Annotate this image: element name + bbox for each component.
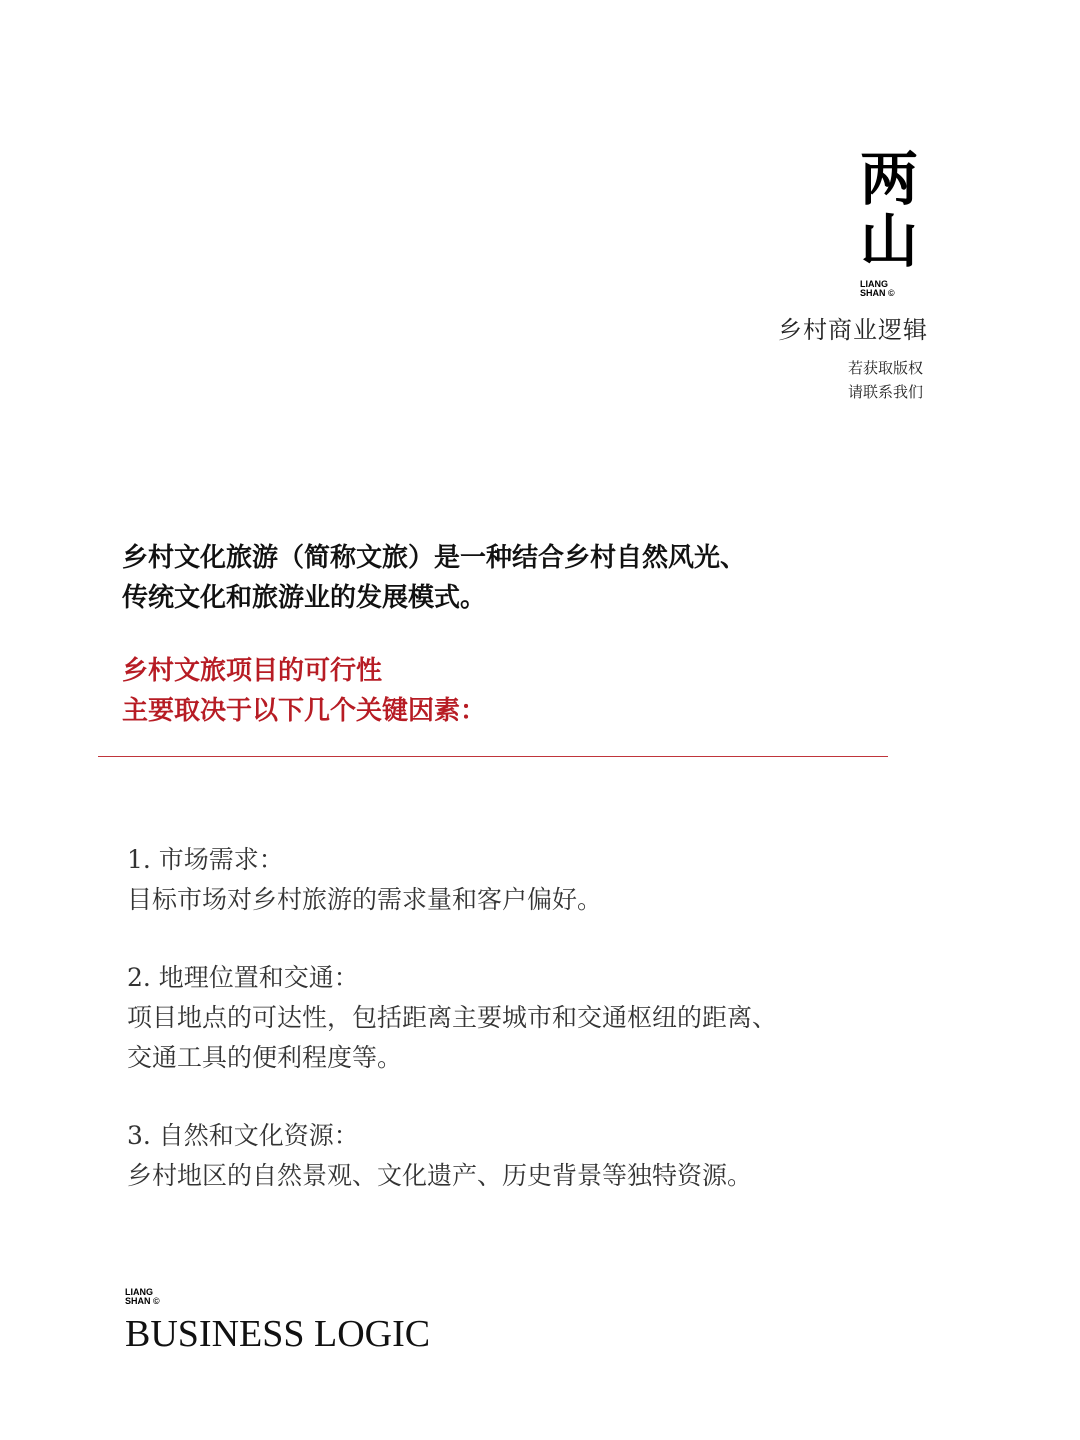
factor-title: 2. 地理位置和交通： <box>127 963 359 992</box>
list-item <box>127 840 987 920</box>
copyright-line-2: 请联系我们 <box>847 383 923 401</box>
brand-logo <box>860 145 940 298</box>
factor-list <box>127 840 987 1234</box>
intro-line-2: 传统文化和旅游业的发展模式。 <box>122 583 487 613</box>
factor-title: 3. 自然和文化资源： <box>127 1121 359 1150</box>
list-item <box>127 958 987 1078</box>
factor-description: 目标市场对乡村旅游的需求量和客户偏好。 <box>127 885 603 914</box>
copyright-line-1: 若获取版权 <box>847 359 923 377</box>
intro-paragraph <box>122 538 922 618</box>
logo-glyphs <box>860 145 940 275</box>
footer-wordmark-line-2: SHAN © <box>125 1296 160 1306</box>
factor-description-continued: 交通工具的便利程度等。 <box>127 1043 403 1072</box>
page-title: 乡村商业逻辑 <box>778 316 928 344</box>
highlight-statement <box>122 651 486 731</box>
logo-glyph-shan: 山 <box>860 207 919 275</box>
logo-glyph-liang: 两 <box>860 145 919 213</box>
list-item <box>127 1116 987 1196</box>
intro-line-1: 乡村文化旅游（简称文旅）是一种结合乡村自然风光、 <box>122 543 747 573</box>
section-divider <box>98 756 888 757</box>
logo-wordmark <box>860 280 940 298</box>
footer-wordmark <box>125 1288 430 1306</box>
factor-description: 乡村地区的自然景观、文化遗产、历史背景等独特资源。 <box>127 1161 753 1190</box>
footer-brand <box>125 1288 430 1356</box>
factor-title: 1. 市场需求： <box>127 845 284 874</box>
footer-title: BUSINESS LOGIC <box>125 1313 431 1355</box>
highlight-line-1: 乡村文旅项目的可行性 <box>122 656 383 686</box>
highlight-line-2: 主要取决于以下几个关键因素： <box>122 696 487 726</box>
logo-wordmark-line-2: SHAN © <box>860 288 895 298</box>
logo-wordmark-line-1: LIANG <box>860 279 888 289</box>
footer-wordmark-line-1: LIANG <box>125 1287 153 1297</box>
copyright-notice <box>848 356 923 404</box>
factor-description: 项目地点的可达性，包括距离主要城市和交通枢纽的距离、 <box>127 1003 778 1032</box>
